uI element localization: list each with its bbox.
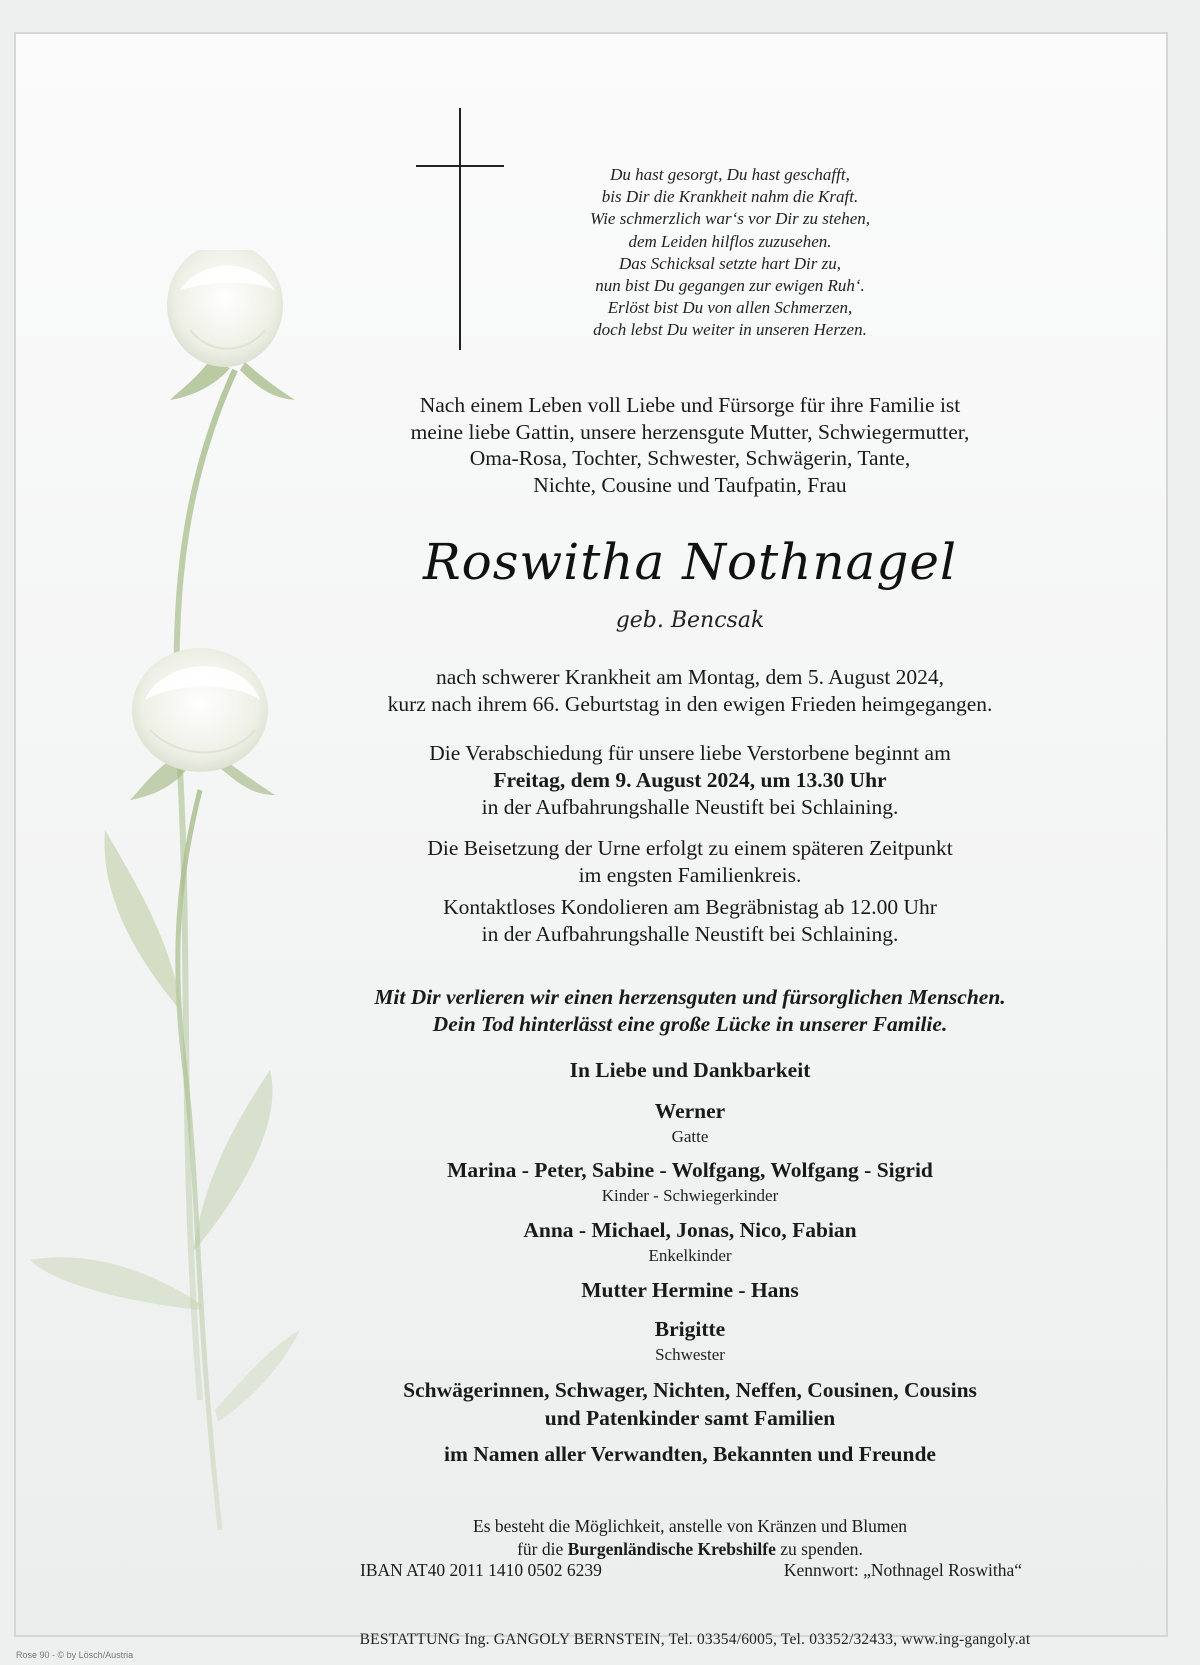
burial-info — [320, 835, 1060, 889]
mourner-names: Schwägerinnen, Schwager, Nichten, Neffen, Cousinen, Cousins — [403, 1378, 977, 1402]
poem-line: nun bist Du gegangen zur ewigen Ruh‘. — [595, 276, 865, 296]
mourner-children — [320, 1158, 1060, 1208]
white-roses-image — [30, 250, 350, 1550]
mourner-names: Anna - Michael, Jonas, Nico, Fabian — [523, 1218, 857, 1242]
image-credit: Rose 90 - © by Lösch/Austria — [16, 1650, 134, 1660]
mourner-names: Brigitte — [654, 1317, 726, 1341]
donation-org: Burgenländische Krebshilfe — [567, 1539, 776, 1559]
mourners-closing: im Namen aller Verwandten, Bekannten und Freunde — [444, 1442, 936, 1466]
burial-line: im engsten Familienkreis. — [578, 863, 802, 887]
maiden-name: geb. Bencsak — [615, 608, 765, 633]
mourner-names: Marina - Peter, Sabine - Wolfgang, Wolfgang - Sigrid — [447, 1158, 933, 1182]
tribute-text — [320, 984, 1060, 1038]
burial-line: Die Beisetzung der Urne erfolgt zu einem späteren Zeitpunkt — [427, 836, 953, 860]
tribute-line: Mit Dir verlieren wir einen herzensguten und fürsorglichen Menschen. — [374, 985, 1006, 1009]
poem — [520, 164, 940, 342]
donation-post: zu spenden. — [780, 1539, 863, 1559]
mourner-grandchildren — [320, 1218, 1060, 1268]
intro-line: Nichte, Cousine und Taufpatin, Frau — [533, 472, 847, 497]
mourner-relation: Enkelkinder — [648, 1246, 732, 1265]
poem-line: Erlöst bist Du von allen Schmerzen, — [607, 298, 853, 318]
mourner-extended — [320, 1376, 1060, 1432]
poem-line: Das Schicksal setzte hart Dir zu, — [619, 253, 841, 273]
mourner-relation: Kinder - Schwiegerkinder — [601, 1186, 779, 1205]
condolence-line: Kontaktloses Kondolieren am Begräbnistag ab 12.00 Uhr — [443, 895, 937, 919]
funeral-location: in der Aufbahrungshalle Neustift bei Schlaining. — [481, 795, 899, 819]
intro-text — [320, 392, 1060, 498]
intro-line: meine liebe Gattin, unsere herzensgute Mutter, Schwiegermutter, — [410, 419, 970, 444]
death-line: nach schwerer Krankheit am Montag, dem 5. August 2024, — [435, 665, 945, 689]
poem-line: doch lebst Du weiter in unseren Herzen. — [593, 320, 867, 340]
donation-keyword: Kennwort: „Nothnagel Roswitha“ — [783, 1560, 1022, 1580]
cross-icon — [416, 108, 504, 350]
mourner-relation: Gatte — [671, 1127, 709, 1146]
mourner-names: Werner — [654, 1099, 726, 1123]
donation-line — [320, 1538, 1060, 1561]
tribute-line: Dein Tod hinterlässt eine große Lücke in unserer Familie. — [432, 1012, 948, 1036]
donation-line: Es besteht die Möglichkeit, anstelle von Kränzen und Blumen — [473, 1516, 907, 1536]
funeral-home-footer: BESTATTUNG Ing. GANGOLY BERNSTEIN, Tel. 03354/6005, Tel. 03352/32433, www.ing-gangoly.at — [359, 1631, 1031, 1648]
mourner-relation: Schwester — [655, 1345, 725, 1364]
condolence-info — [320, 894, 1060, 948]
mourners-heading: In Liebe und Dankbarkeit — [569, 1058, 811, 1082]
donation-pre: für die — [517, 1539, 564, 1559]
mourner-mother: Mutter Hermine - Hans — [581, 1278, 799, 1302]
funeral-info — [320, 740, 1060, 821]
intro-line: Oma-Rosa, Tochter, Schwester, Schwägerin, Tante, — [469, 446, 911, 470]
poem-line: Du hast gesorgt, Du hast geschafft, — [610, 165, 850, 184]
mourner-names: und Patenkinder samt Familien — [544, 1406, 836, 1430]
funeral-date: Freitag, dem 9. August 2024, um 13.30 Uhr — [493, 768, 887, 792]
death-line: kurz nach ihrem 66. Geburtstag in den ewigen Frieden heimgegangen. — [387, 692, 993, 716]
death-notice — [320, 664, 1060, 718]
mourner-husband — [320, 1099, 1060, 1149]
intro-line: Nach einem Leben voll Liebe und Fürsorge für ihre Familie ist — [419, 393, 961, 417]
bank-details — [360, 1560, 1022, 1581]
poem-line: bis Dir die Krankheit nahm die Kraft. — [601, 187, 859, 207]
condolence-line: in der Aufbahrungshalle Neustift bei Schlaining. — [481, 922, 899, 946]
donation-info — [320, 1515, 1060, 1561]
funeral-line: Die Verabschiedung für unsere liebe Verstorbene beginnt am — [429, 741, 951, 765]
iban: IBAN AT40 2011 1410 0502 6239 — [360, 1560, 602, 1580]
mourner-sister — [320, 1317, 1060, 1367]
poem-line: dem Leiden hilflos zuzusehen. — [628, 231, 832, 251]
deceased-name: Roswitha Nothnagel — [423, 533, 957, 591]
poem-line: Wie schmerzlich war‘s vor Dir zu stehen, — [589, 209, 870, 229]
